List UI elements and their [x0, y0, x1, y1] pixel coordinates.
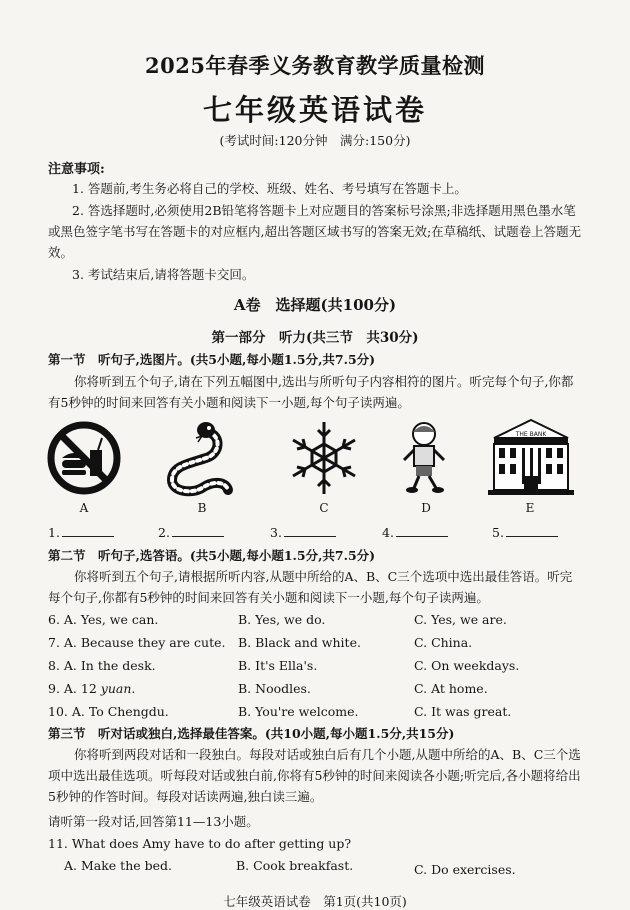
question-7-option-c: C. China.	[414, 635, 473, 650]
part1-title: 第一部分 听力(共三节 共30分)	[211, 330, 419, 346]
question-9-option-a	[48, 681, 135, 696]
question-9-option-b: B. Noodles.	[238, 681, 311, 696]
picture-label-e: E	[525, 501, 535, 515]
blank-number: 5.	[492, 525, 504, 540]
question-8-option-b: B. It's Ella's.	[238, 658, 318, 673]
option-italic-text: yuan	[100, 681, 132, 696]
question-10-option-c: C. It was great.	[414, 704, 512, 719]
sec1-instructions: 你将听到五个句子,请在下列五幅图中,选出与所听句子内容相符的图片。听完每个句子,你都有5秒钟的时间来回答有关小题和阅读下一小题,每个句子读两遍。	[48, 374, 574, 410]
question-11-option-c: C. Do exercises.	[414, 862, 516, 877]
note-item-3: 3. 考试结束后,请将答题卡交回。	[72, 267, 255, 282]
question-6-option-b: B. Yes, we do.	[238, 612, 326, 627]
answer-blank-4[interactable]	[382, 524, 448, 540]
blank-number: 2.	[158, 525, 170, 540]
answer-blank-3[interactable]	[270, 524, 336, 540]
sec3-sub-instruction: 请听第一段对话,回答第11—13小题。	[48, 814, 259, 829]
question-10-option-b: B. You're welcome.	[238, 704, 359, 719]
question-8-option-a: 8. A. In the desk.	[48, 658, 156, 673]
notes-title: 注意事项:	[48, 162, 105, 177]
question-6-option-a: 6. A. Yes, we can.	[48, 612, 159, 627]
exam-subject-title: 七年级英语试卷	[202, 93, 427, 127]
answer-blank-2[interactable]	[158, 524, 224, 540]
sec3-heading: 第三节 听对话或独白,选择最佳答案。(共10小题,每小题1.5分,共15分)	[48, 726, 455, 741]
note-item-2: 2. 答选择题时,必须使用2B铅笔将答题卡上对应题目的答案标号涂黑;非选择题用黑色墨水笔或黑色签字笔书写在答题卡的对应框内,超出答题区域书写的答案无效;在草稿纸、试题卷上答题无效。	[48, 203, 582, 260]
question-10-option-a: 10. A. To Chengdu.	[48, 704, 169, 719]
page-footer: 七年级英语试卷 第1页(共10页)	[223, 894, 407, 909]
no-food-drink-icon	[46, 420, 122, 496]
boy-icon	[394, 420, 454, 496]
exam-title: 2025年春季义务教育教学质量检测	[145, 53, 485, 78]
building-sign: THE BANK	[515, 431, 547, 438]
blank-number: 1.	[48, 525, 60, 540]
question-11-option-b: B. Cook breakfast.	[236, 858, 354, 873]
sec1-heading: 第一节 听句子,选图片。(共5小题,每小题1.5分,共7.5分)	[48, 352, 376, 367]
question-11-option-a: A. Make the bed.	[64, 858, 172, 873]
picture-label-b: B	[197, 501, 207, 515]
answer-blank-5[interactable]	[492, 524, 558, 540]
picture-label-d: D	[421, 501, 431, 515]
note-item-1: 1. 答题前,考生务必将自己的学校、班级、姓名、考号填写在答题卡上。	[72, 181, 467, 196]
question-6-option-c: C. Yes, we are.	[414, 612, 507, 627]
question-7-option-b: B. Black and white.	[238, 635, 361, 650]
sec2-instructions: 你将听到五个句子,请根据所听内容,从题中所给的A、B、C三个选项中选出最佳答语。听完每个句子,你都有5秒钟的时间来回答有关小题和阅读下一小题,每个句子读两遍。	[48, 569, 573, 605]
snake-icon	[162, 418, 240, 498]
option-punct: .	[131, 681, 136, 696]
picture-label-a: A	[79, 501, 89, 515]
sec2-heading: 第二节 听句子,选答语。(共5小题,每小题1.5分,共7.5分)	[48, 548, 376, 563]
question-8-option-c: C. On weekdays.	[414, 658, 520, 673]
exam-info: (考试时间:120分钟 满分:150分)	[219, 133, 411, 148]
blank-number: 3.	[270, 525, 282, 540]
option-text: 9. A. 12	[48, 681, 101, 696]
section-a-title: A卷 选择题(共100分)	[233, 296, 397, 314]
answer-blank-1[interactable]	[48, 524, 114, 540]
building-icon	[486, 418, 576, 498]
question-11: 11. What does Amy have to do after getting up?	[48, 836, 352, 851]
picture-label-c: C	[319, 501, 329, 515]
blank-number: 4.	[382, 525, 394, 540]
question-9-option-c: C. At home.	[414, 681, 488, 696]
question-7-option-a: 7. A. Because they are cute.	[48, 635, 226, 650]
sec3-instructions: 你将听到两段对话和一段独白。每段对话或独白后有几个小题,从题中所给的A、B、C三个选项中选出最佳选项。听每段对话或独白前,你将有5秒钟的时间来阅读各小题;听完后,各小题将给出5秒钟的作答时间。每段对话读两遍,独白读三遍。	[48, 747, 581, 804]
snowflake-icon	[286, 418, 362, 498]
